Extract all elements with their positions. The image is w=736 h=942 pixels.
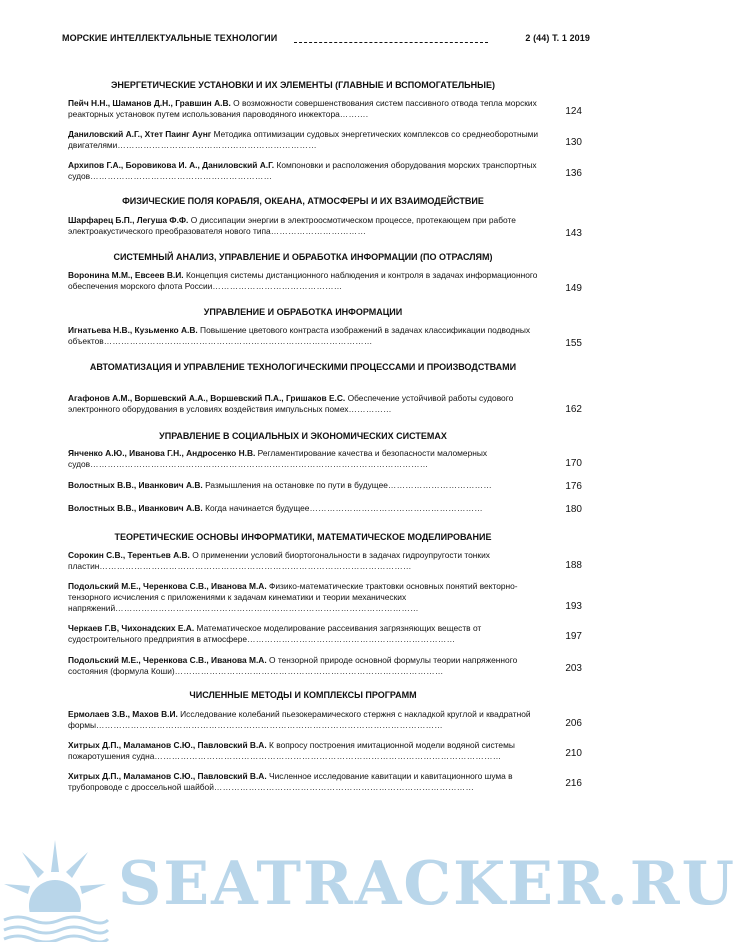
leader-dots: ……………………………… xyxy=(387,480,493,490)
section-title: ТЕОРЕТИЧЕСКИЕ ОСНОВЫ ИНФОРМАТИКИ, МАТЕМАТИЧЕСКОЕ МОДЕЛИРОВАНИЕ xyxy=(114,532,492,542)
entry-authors: Агафонов А.М., Воршевский А.А., Воршевский П.А., Гришаков Е.С. xyxy=(68,393,346,403)
entry-page: 206 xyxy=(565,718,582,729)
leader-dots: …………………………………………………………… xyxy=(117,140,317,150)
entry-page: 124 xyxy=(565,106,582,117)
entry-title: Математическое моделирование рассеивания загрязняющих веществ от судостроительного предприятия в атмосфере xyxy=(68,623,482,644)
entry-page: 149 xyxy=(565,283,582,294)
toc-entry[interactable] xyxy=(68,581,546,614)
section-title: ФИЗИЧЕСКИЕ ПОЛЯ КОРАБЛЯ, ОКЕАНА, АТМОСФЕРЫ И ИХ ВЗАИМОДЕЙСТВИЕ xyxy=(122,196,484,206)
toc-entry[interactable] xyxy=(68,270,546,292)
issue-number: 2 (44) Т. 1 2019 xyxy=(525,33,590,43)
toc-entry[interactable] xyxy=(68,550,546,572)
entry-authors: Пейч Н.Н., Шаманов Д.Н., Гравшин А.В. xyxy=(68,98,231,108)
entry-page: 210 xyxy=(565,748,582,759)
toc-entry[interactable] xyxy=(68,623,546,645)
toc-entry[interactable] xyxy=(68,98,546,120)
entry-title: О применении условий биортогональности в задачах гидроупругости тонких пластин xyxy=(68,550,490,571)
leader-dots: ………………………………………………………………………………… xyxy=(103,336,373,346)
leader-dots: ……………………………………………………………………………………………… xyxy=(99,561,412,571)
entry-page: 170 xyxy=(565,458,582,469)
entry-title: Регламентирование качества и безопасности маломерных судов xyxy=(68,448,488,469)
entry-authors: Сорокин С.В., Терентьев А.В. xyxy=(68,550,190,560)
section-title: АВТОМАТИЗАЦИЯ И УПРАВЛЕНИЕ ТЕХНОЛОГИЧЕСКИМИ ПРОЦЕССАМИ И ПРОИЗВОДСТВАМИ xyxy=(89,362,517,372)
toc-entry[interactable] xyxy=(68,771,546,793)
entry-title: Обеспечение устойчивой работы судового электронного оборудования в условиях воздействия импульсных помех xyxy=(68,393,514,414)
toc-entry[interactable] xyxy=(68,740,546,762)
section-title: УПРАВЛЕНИЕ В СОЦИАЛЬНЫХ И ЭКОНОМИЧЕСКИХ СИСТЕМАХ xyxy=(159,431,447,441)
section-title: СИСТЕМНЫЙ АНАЛИЗ, УПРАВЛЕНИЕ И ОБРАБОТКА ИНФОРМАЦИИ (ПО ОТРАСЛЯМ) xyxy=(113,252,493,262)
toc-entry[interactable] xyxy=(68,215,546,237)
sun-logo-icon xyxy=(0,826,110,942)
leader-dots: …………………………………………………………………………………………… xyxy=(115,603,419,613)
leader-dots: ……………………………………………………………………………………………………… xyxy=(90,459,429,469)
entry-authors: Даниловский А.Г., Хтет Паинг Аунг xyxy=(68,129,212,139)
entry-authors: Волостных В.В., Иванкович А.В. xyxy=(68,503,203,513)
entry-title: Когда начинается будущее xyxy=(205,503,310,513)
entry-page: 193 xyxy=(565,601,582,612)
running-header xyxy=(62,33,590,47)
entry-title: Физико-математические трактовки основных понятий векторно-тензорного исчисления с приложениями к задачам кинематики и теории механических напряжений xyxy=(68,581,518,613)
entry-authors: Шарфарец Б.П., Легуша Ф.Ф. xyxy=(68,215,189,225)
entry-title: Численное исследование кавитации и кавитационного шума в трубопроводе с дроссельной шайбой xyxy=(68,771,513,792)
entry-authors: Ермолаев З.В., Махов В.И. xyxy=(68,709,178,719)
entry-authors: Игнатьева Н.В., Кузьменко А.В. xyxy=(68,325,198,335)
entry-authors: Черкаев Г.В, Чихонадских Е.А. xyxy=(68,623,195,633)
entry-authors: Подольский М.Е., Черенкова С.В., Иванова М.А. xyxy=(68,581,267,591)
toc-entry[interactable] xyxy=(68,709,546,731)
leader-dots: ……………………………………………………………… xyxy=(247,634,456,644)
entry-page: 162 xyxy=(565,404,582,415)
entry-page: 176 xyxy=(565,481,582,492)
entry-title: К вопросу построения имитационной модели водяной системы пожаротушения судна xyxy=(68,740,515,761)
entry-page: 197 xyxy=(565,631,582,642)
entry-authors: Подольский М.Е., Черенкова С.В., Иванова М.А. xyxy=(68,655,267,665)
entry-page: 136 xyxy=(565,168,582,179)
entry-title: Исследование колебаний пьезокерамического стержня с накладкой круглой и квадратной формы xyxy=(68,709,531,730)
toc-entry[interactable] xyxy=(68,393,546,415)
leader-dots: …………………………………………………… xyxy=(309,503,483,513)
entry-page: 130 xyxy=(565,137,582,148)
header-rule xyxy=(294,42,488,43)
leader-dots: ………………………………………………………………………………………………………… xyxy=(154,751,502,761)
toc-entry[interactable] xyxy=(68,160,546,182)
leader-dots: ……………………………………… xyxy=(212,281,343,291)
section-title: УПРАВЛЕНИЕ И ОБРАБОТКА ИНФОРМАЦИИ xyxy=(203,307,403,317)
entry-page: 203 xyxy=(565,663,582,674)
watermark xyxy=(0,826,736,942)
entry-authors: Хитрых Д.П., Маламанов С.Ю., Павловский В.А. xyxy=(68,740,267,750)
toc-entry[interactable] xyxy=(68,503,546,514)
leader-dots: …………………………… xyxy=(270,226,367,236)
entry-page: 180 xyxy=(565,504,582,515)
leader-dots: …………… xyxy=(348,404,392,414)
leader-dots: ………. xyxy=(339,109,369,119)
entry-authors: Архипов Г.А., Боровикова И. А., Даниловский А.Г. xyxy=(68,160,275,170)
entry-title: Концепция системы дистанционного наблюдения и контроля в задачах информационного обеспечения морского флота России xyxy=(68,270,538,291)
entry-title: О диссипации энергии в электроосмотическом процессе, протекающем при работе электроакустического преобразователя нового типа xyxy=(68,215,516,236)
entry-page: 143 xyxy=(565,228,582,239)
entry-authors: Хитрых Д.П., Маламанов С.Ю., Павловский В.А. xyxy=(68,771,267,781)
entry-title: Размышления на остановке по пути в будущее xyxy=(205,480,388,490)
leader-dots: ………………………………………………………………………………… xyxy=(174,666,444,676)
journal-title: МОРСКИЕ ИНТЕЛЛЕКТУАЛЬНЫЕ ТЕХНОЛОГИИ xyxy=(62,33,278,43)
leader-dots: ………………………………………………………………………………………………………… xyxy=(95,720,443,730)
entry-page: 188 xyxy=(565,560,582,571)
watermark-text: SEATRACKER.RU xyxy=(118,849,736,919)
toc-entry[interactable] xyxy=(68,480,546,491)
entry-authors: Волостных В.В., Иванкович А.В. xyxy=(68,480,203,490)
toc-entry[interactable] xyxy=(68,129,546,151)
toc-entry[interactable] xyxy=(68,655,546,677)
entry-title: Компоновки и расположения оборудования морских транспортных судов xyxy=(68,160,537,181)
leader-dots: ……………………………………………………………………………… xyxy=(213,782,475,792)
toc-entry[interactable] xyxy=(68,448,546,470)
entry-title: О тензорной природе основной формулы теории напряженного состояния (формула Коши) xyxy=(68,655,518,676)
entry-title: О возможности совершенствования систем пассивного отвода тепла морских реакторных установок путем использования пароводяного инжектора xyxy=(68,98,537,119)
entry-authors: Янченко А.Ю., Иванова Г.Н., Андросенко Н.В. xyxy=(68,448,256,458)
entry-page: 155 xyxy=(565,338,582,349)
section-title: ЧИСЛЕННЫЕ МЕТОДЫ И КОМПЛЕКСЫ ПРОГРАММ xyxy=(189,690,417,700)
section-title: ЭНЕРГЕТИЧЕСКИЕ УСТАНОВКИ И ИХ ЭЛЕМЕНТЫ (ГЛАВНЫЕ И ВСПОМОГАТЕЛЬНЫЕ) xyxy=(111,80,495,90)
entry-title: Повышение цветового контраста изображений в задачах классификации подводных объектов xyxy=(68,325,531,346)
entry-title: Методика оптимизации судовых энергетических комплексов со среднеоборотными двигателями xyxy=(68,129,539,150)
entry-page: 216 xyxy=(565,778,582,789)
leader-dots: ……………………………………………………… xyxy=(90,171,273,181)
entry-authors: Воронина М.М., Евсеев В.И. xyxy=(68,270,184,280)
toc-entry[interactable] xyxy=(68,325,546,347)
